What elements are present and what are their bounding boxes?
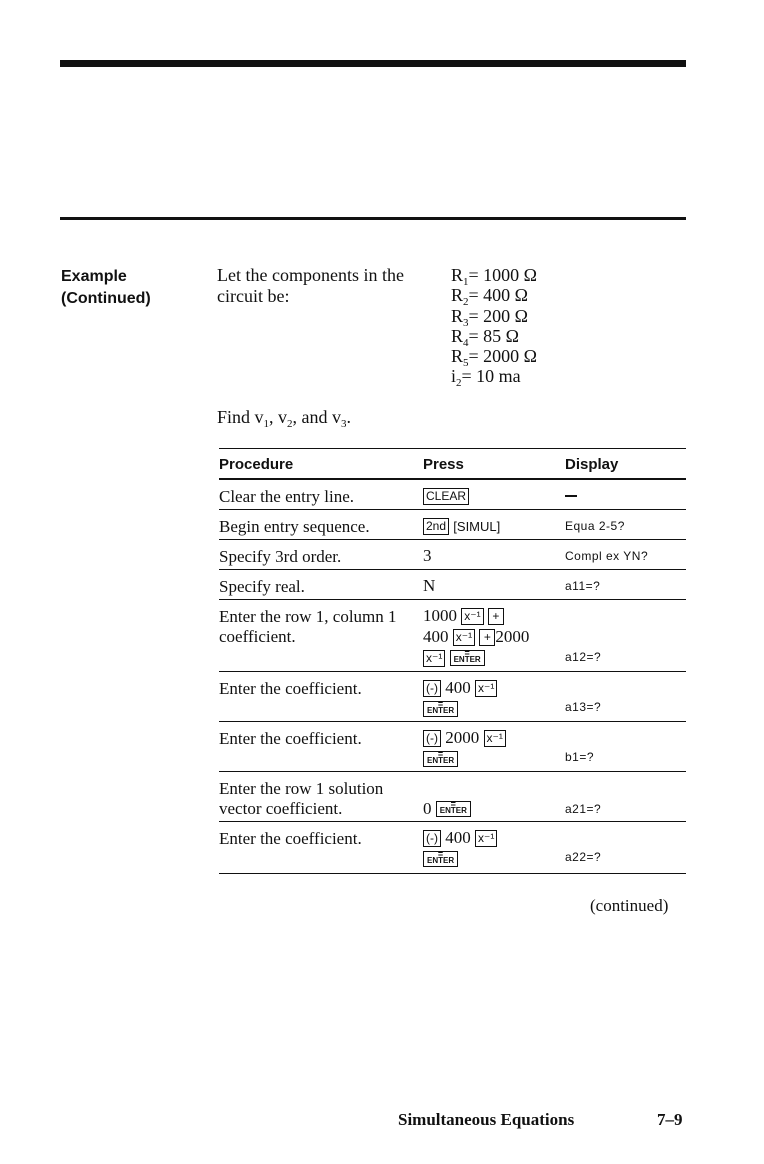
simul-label: [SIMUL] <box>453 519 501 534</box>
table-row <box>219 540 686 570</box>
inverse-key: x⁻¹ <box>423 650 445 667</box>
section-label-line-2: (Continued) <box>61 290 151 307</box>
table-row <box>219 772 686 822</box>
enter-key: = ENTER <box>450 650 485 666</box>
display-readout: b1=? <box>565 750 595 764</box>
component-list <box>451 265 538 390</box>
plus-key: + <box>479 629 495 646</box>
table-row <box>219 480 686 510</box>
display-readout: a22=? <box>565 850 602 864</box>
press-keys <box>423 515 500 537</box>
negate-key: (-) <box>423 680 441 697</box>
press-keys: 0 = ENTER <box>423 798 471 819</box>
find-instruction: Find $v_1$, $v_2$, and $v_3$. <box>217 407 352 430</box>
procedure-text: Clear the entry line. <box>219 487 355 506</box>
header-procedure: Procedure <box>219 456 294 473</box>
press-keys: (-) 2000 x⁻¹ = ENTER <box>423 727 506 769</box>
display-readout: a12=? <box>565 650 602 664</box>
negate-key: (-) <box>423 730 441 747</box>
cursor-icon <box>565 495 577 497</box>
component-r4: $R_4= 85$ Ω <box>451 325 520 349</box>
procedure-text: Specify real. <box>219 577 305 596</box>
press-keys: N <box>423 576 436 595</box>
inverse-key: x⁻¹ <box>453 629 475 646</box>
component-r5: $R_5= 2000$ Ω <box>451 346 538 370</box>
clear-key: CLEAR <box>423 488 469 505</box>
component-i2: $i_2= 10$ ma <box>451 366 521 390</box>
header-press: Press <box>423 456 464 473</box>
intro-text: Let the components in the circuit be: <box>217 265 404 306</box>
procedure-text: Enter the row 1 solution vector coefficient. <box>219 779 384 818</box>
display-cursor <box>565 486 577 500</box>
press-keys <box>423 485 469 506</box>
table-row <box>219 722 686 772</box>
section-label <box>61 266 151 310</box>
component-r2: $R_2= 400$ Ω <box>451 285 529 309</box>
procedure-text: Enter the coefficient. <box>219 729 362 748</box>
procedure-text: Enter the row 1, column 1 coefficient. <box>219 607 397 646</box>
enter-key: = ENTER <box>423 701 458 717</box>
inverse-key: x⁻¹ <box>475 680 497 697</box>
top-rule <box>60 60 686 67</box>
table-header <box>219 448 686 480</box>
display-readout: a11=? <box>565 579 601 593</box>
plus-key: + <box>488 608 504 625</box>
inverse-key: x⁻¹ <box>475 830 497 847</box>
section-label-line-1: Example <box>61 268 127 285</box>
display-readout: a21=? <box>565 802 602 816</box>
procedure-text: Begin entry sequence. <box>219 517 370 536</box>
procedure-table <box>219 448 686 874</box>
procedure-text: Enter the coefficient. <box>219 679 362 698</box>
table-row <box>219 822 686 874</box>
table-row <box>219 510 686 540</box>
negate-key: (-) <box>423 830 441 847</box>
section-rule <box>60 217 686 220</box>
display-readout: Equa 2-5? <box>565 519 625 533</box>
press-keys: (-) 400 x⁻¹ = ENTER <box>423 677 497 719</box>
component-r3: $R_3= 200$ Ω <box>451 305 529 329</box>
footer-title: Simultaneous Equations <box>398 1110 575 1129</box>
table-row <box>219 600 686 672</box>
press-keys: 1000 x⁻¹ + 400 x⁻¹ + 2000 x⁻¹ = ENTER <box>423 605 529 668</box>
enter-key: = ENTER <box>423 751 458 767</box>
continued-note: (continued) <box>590 896 669 915</box>
procedure-text: Specify 3rd order. <box>219 547 342 566</box>
press-keys: 3 <box>423 546 432 565</box>
inverse-key: x⁻¹ <box>484 730 506 747</box>
inverse-key: x⁻¹ <box>461 608 483 625</box>
second-key: 2nd <box>423 518 449 535</box>
procedure-text: Enter the coefficient. <box>219 829 362 848</box>
table-row <box>219 672 686 722</box>
display-readout: Compl ex YN? <box>565 549 649 563</box>
header-display: Display <box>565 456 619 473</box>
enter-key: = ENTER <box>436 801 471 817</box>
page-number: 7–9 <box>657 1110 683 1129</box>
enter-key: = ENTER <box>423 851 458 867</box>
press-keys: (-) 400 x⁻¹ = ENTER <box>423 827 497 869</box>
display-readout: a13=? <box>565 700 602 714</box>
table-row <box>219 570 686 600</box>
component-r1: $R_1= 1000$ Ω <box>451 265 538 288</box>
